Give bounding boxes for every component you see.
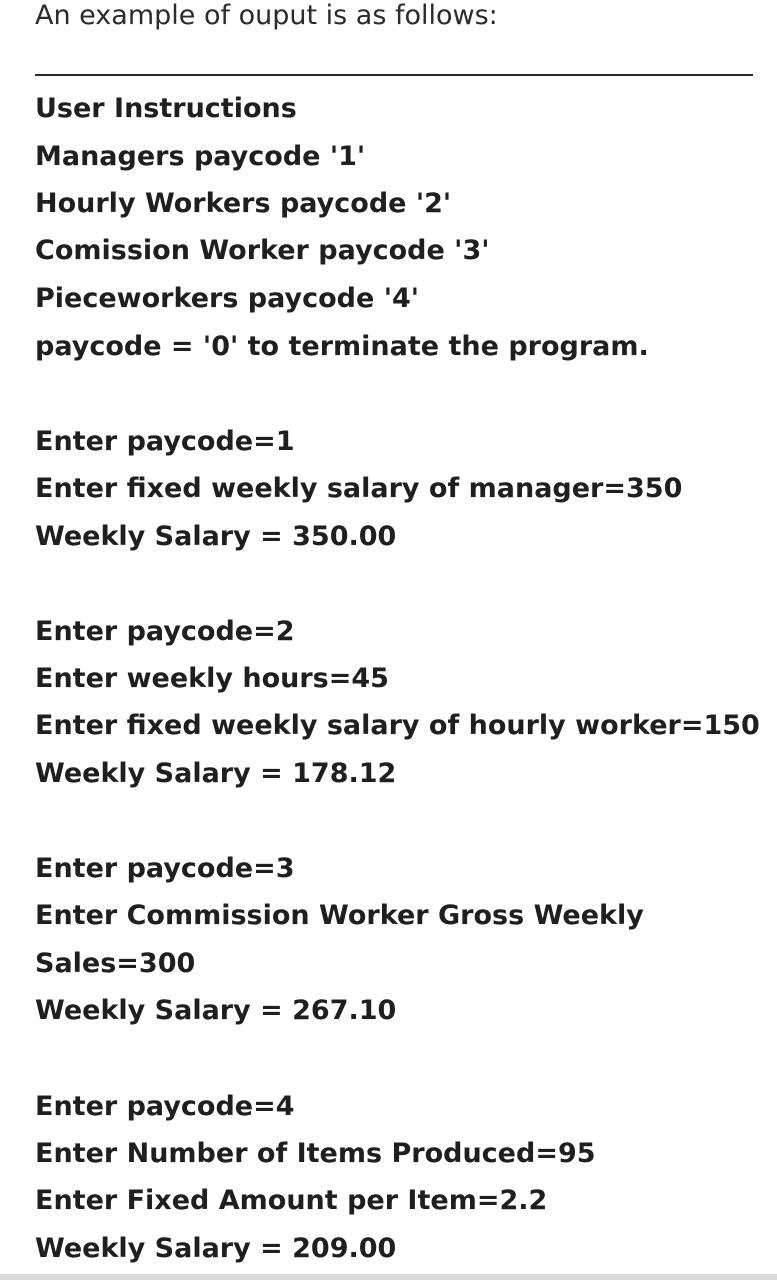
example-2-salary-input: Enter fixed weekly salary of hourly worker=150 <box>35 710 760 741</box>
example-1-paycode: Enter paycode=1 <box>35 426 295 457</box>
example-1-weekly-salary: Weekly Salary = 350.00 <box>35 521 397 552</box>
instruction-line-terminate: paycode = '0' to terminate the program. <box>35 331 649 362</box>
example-4-amount-input: Enter Fixed Amount per Item=2.2 <box>35 1185 548 1216</box>
example-3-weekly-salary: Weekly Salary = 267.10 <box>35 995 397 1026</box>
instruction-line-hourly: Hourly Workers paycode '2' <box>35 188 452 219</box>
instruction-line-managers: Managers paycode '1' <box>35 141 366 172</box>
intro-text: An example of ouput is as follows: <box>35 0 498 31</box>
instruction-line-commission: Comission Worker paycode '3' <box>35 235 490 266</box>
instructions-heading: User Instructions <box>35 93 297 124</box>
example-3-paycode: Enter paycode=3 <box>35 853 295 884</box>
example-2-hours-input: Enter weekly hours=45 <box>35 663 389 694</box>
example-4-weekly-salary: Weekly Salary = 209.00 <box>35 1233 397 1264</box>
example-3-sales-input: Enter Commission Worker Gross Weekly <box>35 900 644 931</box>
example-3-sales-value: Sales=300 <box>35 948 196 979</box>
example-1-salary-input: Enter fixed weekly salary of manager=350 <box>35 473 683 504</box>
bottom-edge <box>0 1274 777 1280</box>
example-2-paycode: Enter paycode=2 <box>35 616 295 647</box>
example-2-weekly-salary: Weekly Salary = 178.12 <box>35 758 397 789</box>
instruction-line-pieceworkers: Pieceworkers paycode '4' <box>35 283 420 314</box>
horizontal-rule <box>35 74 753 76</box>
example-4-items-input: Enter Number of Items Produced=95 <box>35 1138 596 1169</box>
example-4-paycode: Enter paycode=4 <box>35 1091 295 1122</box>
